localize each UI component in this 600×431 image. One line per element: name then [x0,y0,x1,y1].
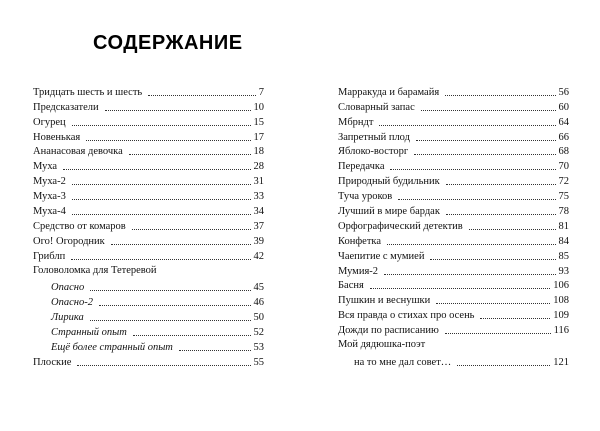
toc-entry-title: Передачка [338,161,385,173]
toc-leader [77,365,250,366]
toc-entry [338,278,569,293]
toc-entry-title: Дожди по расписанию [338,325,439,337]
toc-entry-page: 84 [558,235,569,247]
toc-entry [338,263,569,278]
toc-sub-entry [33,309,264,324]
toc-entry-title: Мой дядюшка-поэт [338,339,426,351]
toc-leader [148,95,256,96]
toc-entry-title: Туча уроков [338,191,393,203]
toc-leader [72,125,251,126]
toc-entry-title: Опасно [51,282,85,294]
toc-entry-first-line [338,337,569,354]
toc-entry [338,158,569,173]
toc-sub-entry [33,280,264,295]
toc-entry-page: 7 [258,86,264,98]
toc-entry-page: 116 [553,325,569,337]
toc-entry [338,173,569,188]
toc-entry [338,322,569,337]
toc-leader [129,154,251,155]
toc-entry-title: Мбрндт [338,116,374,128]
toc-entry [338,144,569,159]
toc-entry [338,84,569,99]
toc-entry-title: Средство от комаров [33,220,126,232]
toc-entry-title: Вся правда о стихах про осень [338,310,475,322]
toc-entry-page: 28 [253,161,264,173]
toc-leader [390,169,555,170]
toc-entry-title: Запретный плод [338,131,410,143]
toc-entry-title: Муха-4 [33,206,66,218]
toc-entry-title: Лирика [51,312,84,324]
toc-entry-page: 45 [253,282,264,294]
toc-entry-page: 46 [253,297,264,309]
toc-entry [338,307,569,322]
toc-sub-entry [33,339,264,354]
toc-entry-title: Предсказатели [33,101,99,113]
toc-leader [72,199,251,200]
toc-entry-title: Мумия-2 [338,265,379,277]
toc-entry-title: Муха-3 [33,191,66,203]
toc-entry-page: 93 [558,265,569,277]
toc-entry [338,114,569,129]
toc-entry-page: 33 [253,191,264,203]
toc-leader [446,184,556,185]
toc-leader [446,214,556,215]
toc-entry-title: Ананасовая девочка [33,146,123,158]
toc-leader [379,125,555,126]
toc-entry [338,203,569,218]
toc-entry-continuation [338,354,569,369]
toc-entry [33,354,264,369]
toc-entry-title: Пушкин и веснушки [338,295,431,307]
toc-entry-page: 39 [253,235,264,247]
toc-entry-title: Яблоко-восторг [338,146,409,158]
toc-entry [338,248,569,263]
toc-entry-title: на то мне дал совет… [354,356,452,368]
toc-entry [33,144,264,159]
toc-leader [72,214,251,215]
toc-entry [33,158,264,173]
toc-entry [338,188,569,203]
toc-leader [430,259,555,260]
toc-section-title: Головоломка для Тетеревой [33,264,157,276]
toc-leader [457,365,550,366]
toc-entry [33,218,264,233]
toc-entry-page: 55 [253,356,264,368]
toc-entry-title: Странный опыт [51,327,127,339]
toc-entry-page: 78 [558,206,569,218]
toc-right-column [338,84,569,369]
toc-entry [33,84,264,99]
toc-entry-page: 37 [253,220,264,232]
toc-entry [33,114,264,129]
toc-entry-title: Марракуда и барамайя [338,86,440,98]
toc-entry-title: Ещё более странный опыт [51,342,173,354]
toc-leader [384,274,555,275]
toc-entry-title: Словарный запас [338,101,415,113]
toc-entry-page: 52 [253,327,264,339]
toc-entry-title: Ого! Огородник [33,235,105,247]
toc-entry-page: 42 [253,250,264,262]
toc-entry-title: Опасно-2 [51,297,93,309]
toc-entry [338,99,569,114]
toc-entry [338,218,569,233]
toc-entry [33,203,264,218]
toc-entry-page: 66 [558,131,569,143]
toc-entry [33,129,264,144]
toc-entry-title: Гриблп [33,250,66,262]
toc-leader [99,305,251,306]
toc-entry-page: 75 [558,191,569,203]
toc-entry [33,173,264,188]
toc-entry-title: Природный будильник [338,176,440,188]
toc-entry-page: 15 [253,116,264,128]
toc-leader [480,318,550,319]
toc-entry-page: 56 [558,86,569,98]
toc-leader [445,95,555,96]
toc-leader [416,140,556,141]
toc-entry-title: Басня [338,280,364,292]
toc-entry-page: 53 [253,342,264,354]
toc-leader [132,229,251,230]
toc-entry [33,188,264,203]
toc-entry [338,292,569,307]
toc-leader [86,140,250,141]
toc-leader [398,199,555,200]
toc-entry-page: 18 [253,146,264,158]
toc-entry [33,99,264,114]
toc-entry-page: 60 [558,101,569,113]
toc-leader [370,288,550,289]
toc-leader [63,169,250,170]
toc-leader [387,244,555,245]
toc-entry-page: 68 [558,146,569,158]
toc-entry-page: 17 [253,131,264,143]
toc-entry-page: 50 [253,312,264,324]
toc-left-column [33,84,264,369]
toc-entry-page: 72 [558,176,569,188]
toc-entry-title: Орфографический детектив [338,220,463,232]
toc-leader [111,244,251,245]
toc-section-heading [33,263,264,280]
toc-entry [33,233,264,248]
toc-entry-page: 34 [253,206,264,218]
toc-entry-title: Тридцать шесть и шесть [33,86,143,98]
toc-leader [436,303,550,304]
toc-entry-page: 85 [558,250,569,262]
toc-entry-title: Лучший в мире бардак [338,206,440,218]
toc-leader [469,229,556,230]
toc-leader [133,335,251,336]
toc-entry [338,129,569,144]
toc-leader [414,154,555,155]
toc-entry-title: Муха-2 [33,176,66,188]
toc-entry-page: 109 [553,310,569,322]
toc-entry [33,248,264,263]
toc-entry-page: 31 [253,176,264,188]
toc-leader [90,320,251,321]
toc-entry-page: 106 [553,280,569,292]
toc-entry-page: 70 [558,161,569,173]
toc-leader [105,110,251,111]
toc-entry [338,233,569,248]
toc-leader [72,184,251,185]
toc-leader [71,259,250,260]
toc-entry-title: Муха [33,161,58,173]
toc-title: СОДЕРЖАНИЕ [93,32,243,54]
toc-entry-page: 121 [553,356,569,368]
toc-entry-title: Новенькая [33,131,81,143]
toc-entry-page: 108 [553,295,569,307]
toc-leader [179,350,251,351]
toc-leader [421,110,556,111]
toc-entry-title: Огурец [33,116,66,128]
toc-entry-title: Конфетка [338,235,382,247]
toc-leader [90,290,250,291]
toc-sub-entry [33,324,264,339]
toc-entry-page: 10 [253,101,264,113]
toc-sub-entry [33,294,264,309]
toc-leader [445,333,551,334]
toc-entry-title: Чаепитие с мумией [338,250,425,262]
toc-entry-page: 64 [558,116,569,128]
toc-entry-title: Плоские [33,356,72,368]
toc-entry-page: 81 [558,220,569,232]
